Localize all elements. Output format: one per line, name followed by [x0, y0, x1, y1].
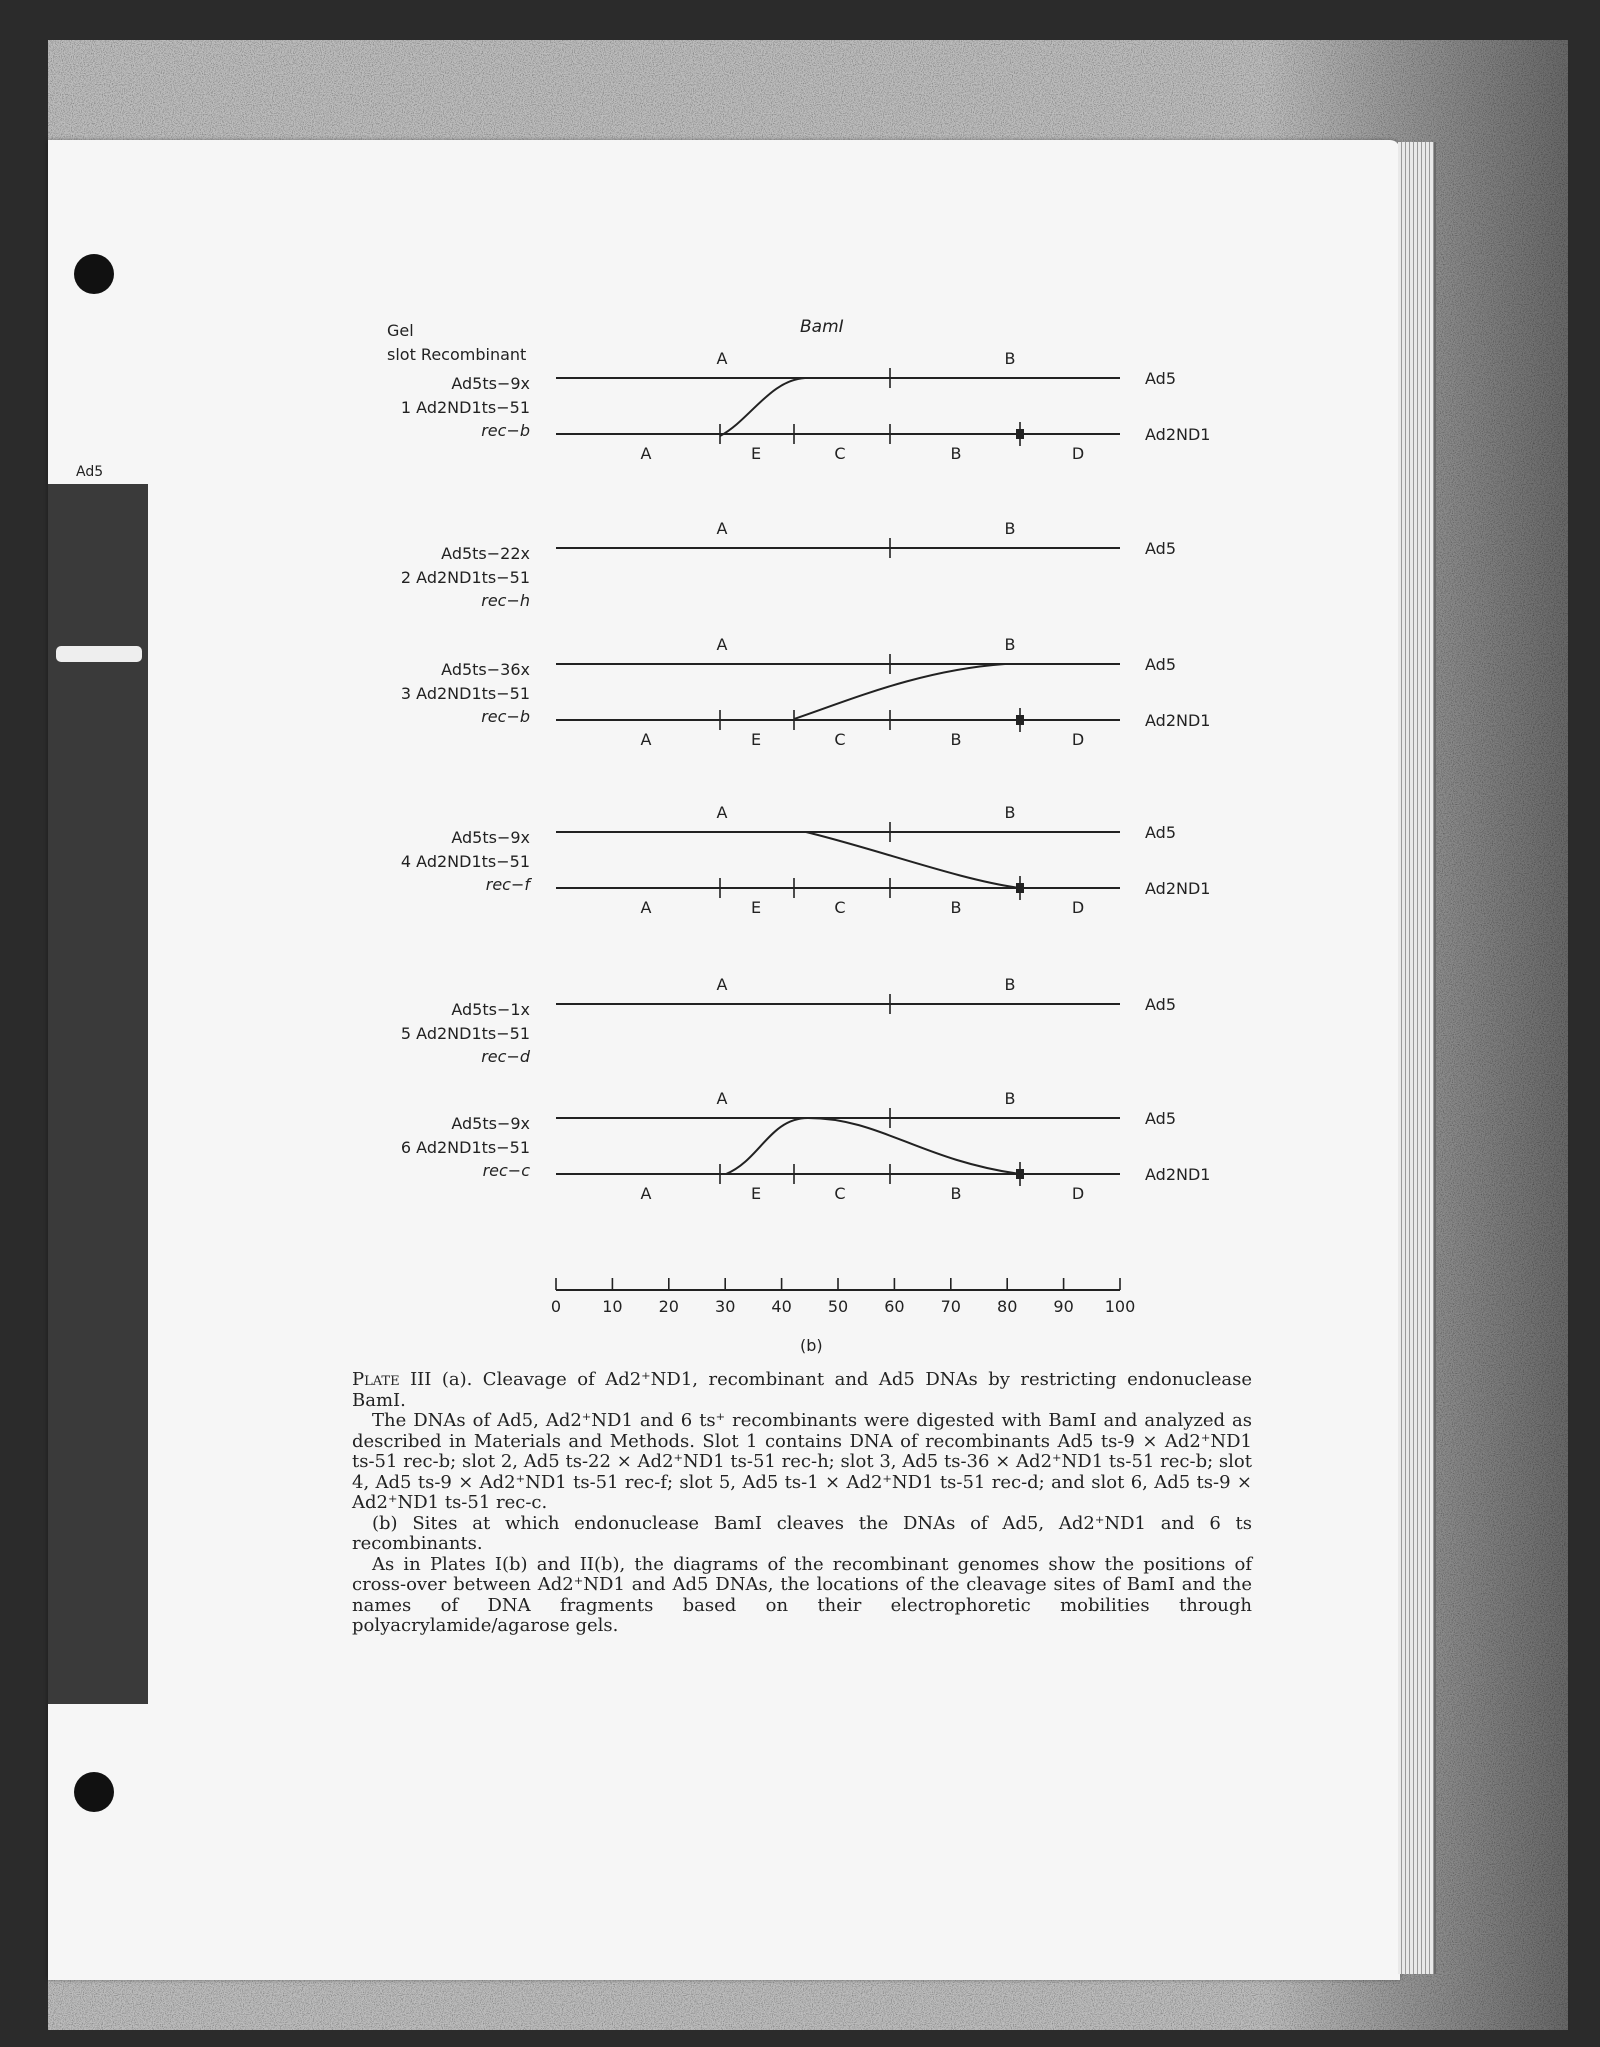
ad5-row-label: Ad5	[1145, 539, 1176, 558]
axis-tick-label: 10	[602, 1297, 623, 1316]
cross-label-line2: 2 Ad2ND1ts−51	[400, 568, 530, 587]
axis-tick-label: 30	[715, 1297, 736, 1316]
ad2nd1-fragment-label: C	[834, 444, 846, 463]
figure-caption	[352, 1370, 1252, 1637]
ad2nd1-row-label: Ad2ND1	[1145, 1165, 1211, 1184]
gel-strip-label: Ad5	[76, 464, 104, 480]
caption-paragraph-c: As in Plates I(b) and II(b), the diagrams of the recombinant genomes show the positions of cross-over between Ad2⁺ND1 and Ad5 DNAs, the locations of the cleavage sites of BamI and the names of DNA fragments based on their electrophoretic mobilities through polyacrylamide/agarose gels.	[352, 1553, 1252, 1636]
ad5-fragment-label: A	[716, 635, 728, 654]
ad5-fragment-label: B	[1004, 519, 1016, 538]
ad5-row-label: Ad5	[1145, 369, 1176, 388]
axis-tick-label: 100	[1104, 1297, 1136, 1316]
caption-title: III (a). Cleavage of Ad2⁺ND1, recombinant and Ad5 DNAs by restricting endonuclease BamI.	[352, 1369, 1252, 1411]
ad5-row-label: Ad5	[1145, 1109, 1176, 1128]
ad2nd1-fragment-label: D	[1071, 898, 1085, 917]
row-1	[401, 349, 1211, 463]
ad2nd1-fragment-label: B	[950, 898, 962, 917]
ad2nd1-fragment-label: B	[950, 1184, 962, 1203]
enzyme-label: BamI	[800, 317, 844, 337]
ad2nd1-fragment-label: C	[834, 1184, 846, 1203]
ad5-fragment-label: B	[1004, 1089, 1016, 1108]
axis-tick-label: 90	[1053, 1297, 1074, 1316]
caption-paragraph-a: The DNAs of Ad5, Ad2⁺ND1 and 6 ts⁺ recombinants were digested with BamI and analyzed as described in Materials and Methods. Slot 1 contains DNA of recombinants Ad5 ts-9 × Ad2⁺ND1 ts-51 rec-b; slot 2, Ad5 ts-22 × Ad2⁺ND1 ts-51 rec-h; slot 3, Ad5 ts-36 × Ad2⁺ND1 ts-51 rec-b; slot 4, Ad5 ts-9 × Ad2⁺ND1 ts-51 rec-f; slot 5, Ad5 ts-1 × Ad2⁺ND1 ts-51 rec-d; and slot 6, Ad5 ts-9 × Ad2⁺ND1 ts-51 rec-c.	[352, 1410, 1252, 1513]
row-5	[401, 975, 1176, 1066]
cross-label-line1: Ad5ts−36x	[441, 660, 530, 679]
ad2nd1-fragment-label: D	[1071, 1184, 1085, 1203]
axis-tick-label: 20	[658, 1297, 679, 1316]
ad2nd1-fragment-label: A	[640, 730, 652, 749]
cross-label-line1: Ad5ts−9x	[451, 374, 530, 393]
ad2nd1-fragment-label: D	[1071, 444, 1085, 463]
cross-label-line2: 5 Ad2ND1ts−51	[400, 1024, 530, 1043]
ad2nd1-row-label: Ad2ND1	[1145, 711, 1211, 730]
ad5-row-label: Ad5	[1145, 655, 1176, 674]
ad5-fragment-label: A	[716, 975, 728, 994]
axis-tick-label: 80	[997, 1297, 1018, 1316]
ad5-row-label: Ad5	[1145, 823, 1176, 842]
ad2nd1-fragment-label: C	[834, 730, 846, 749]
cross-label-line2: 4 Ad2ND1ts−51	[400, 852, 530, 871]
ad5-fragment-label: B	[1004, 635, 1016, 654]
cross-label-line3: rec−h	[481, 591, 530, 610]
cross-label-line3: rec−b	[481, 421, 530, 440]
row-6	[401, 1089, 1211, 1203]
cross-label-line3: rec−b	[481, 707, 530, 726]
cross-label-line2: 3 Ad2ND1ts−51	[400, 684, 530, 703]
scale-axis	[551, 1278, 1135, 1316]
ad5-fragment-label: A	[716, 803, 728, 822]
ad2nd1-fragment-label: A	[640, 444, 652, 463]
ad2nd1-fragment-label: A	[640, 1184, 652, 1203]
crossover-curve	[726, 1118, 1020, 1174]
ts-mutation-marker	[1016, 429, 1024, 439]
ad5-fragment-label: B	[1004, 803, 1016, 822]
cross-label-line3: rec−d	[481, 1047, 530, 1066]
caption-paragraph-b: (b) Sites at which endonuclease BamI cleaves the DNAs of Ad5, Ad2⁺ND1 and 6 ts recombinants.	[352, 1512, 1252, 1554]
axis-tick-label: 70	[940, 1297, 961, 1316]
ad2nd1-fragment-label: B	[950, 444, 962, 463]
ad2nd1-row-label: Ad2ND1	[1145, 879, 1211, 898]
cross-label-line3: rec−f	[485, 875, 530, 894]
crossover-curve	[794, 664, 1005, 719]
cross-label-line1: Ad5ts−9x	[451, 828, 530, 847]
ad5-fragment-label: B	[1004, 349, 1016, 368]
axis-tick-label: 60	[884, 1297, 905, 1316]
ad2nd1-fragment-label: C	[834, 898, 846, 917]
crossover-curve	[806, 832, 1020, 888]
row-3	[401, 635, 1211, 749]
axis-tick-label: 0	[550, 1297, 562, 1316]
cross-label-line1: Ad5ts−1x	[451, 1000, 530, 1019]
row-2	[401, 519, 1176, 610]
ts-mutation-marker	[1016, 715, 1024, 725]
ad2nd1-fragment-label: E	[750, 1184, 762, 1203]
cross-label-line2: 6 Ad2ND1ts−51	[400, 1138, 530, 1157]
ad2nd1-fragment-label: B	[950, 730, 962, 749]
ad5-fragment-label: B	[1004, 975, 1016, 994]
ad2nd1-row-label: Ad2ND1	[1145, 425, 1211, 444]
axis-tick-label: 50	[827, 1297, 849, 1316]
panel-label: (b)	[800, 1336, 823, 1355]
ad2nd1-fragment-label: E	[750, 898, 762, 917]
crossover-curve	[720, 378, 805, 436]
row-4	[401, 803, 1211, 917]
ad2nd1-fragment-label: E	[750, 444, 762, 463]
header-gel: Gel	[387, 321, 414, 340]
ad2nd1-fragment-label: A	[640, 898, 652, 917]
ad5-fragment-label: A	[716, 519, 728, 538]
ad5-fragment-label: A	[716, 349, 728, 368]
ad5-fragment-label: A	[716, 1089, 728, 1108]
ad2nd1-fragment-label: D	[1071, 730, 1085, 749]
cross-label-line2: 1 Ad2ND1ts−51	[400, 398, 530, 417]
cross-label-line1: Ad5ts−9x	[451, 1114, 530, 1133]
caption-plate-word: Plate	[352, 1369, 400, 1390]
recombinant-rows	[401, 349, 1211, 1203]
axis-tick-label: 40	[771, 1297, 792, 1316]
header-slot-recombinant: slot Recombinant	[387, 345, 527, 364]
cross-label-line3: rec−c	[482, 1161, 530, 1180]
cross-label-line1: Ad5ts−22x	[441, 544, 530, 563]
ad5-row-label: Ad5	[1145, 995, 1176, 1014]
ad2nd1-fragment-label: E	[750, 730, 762, 749]
